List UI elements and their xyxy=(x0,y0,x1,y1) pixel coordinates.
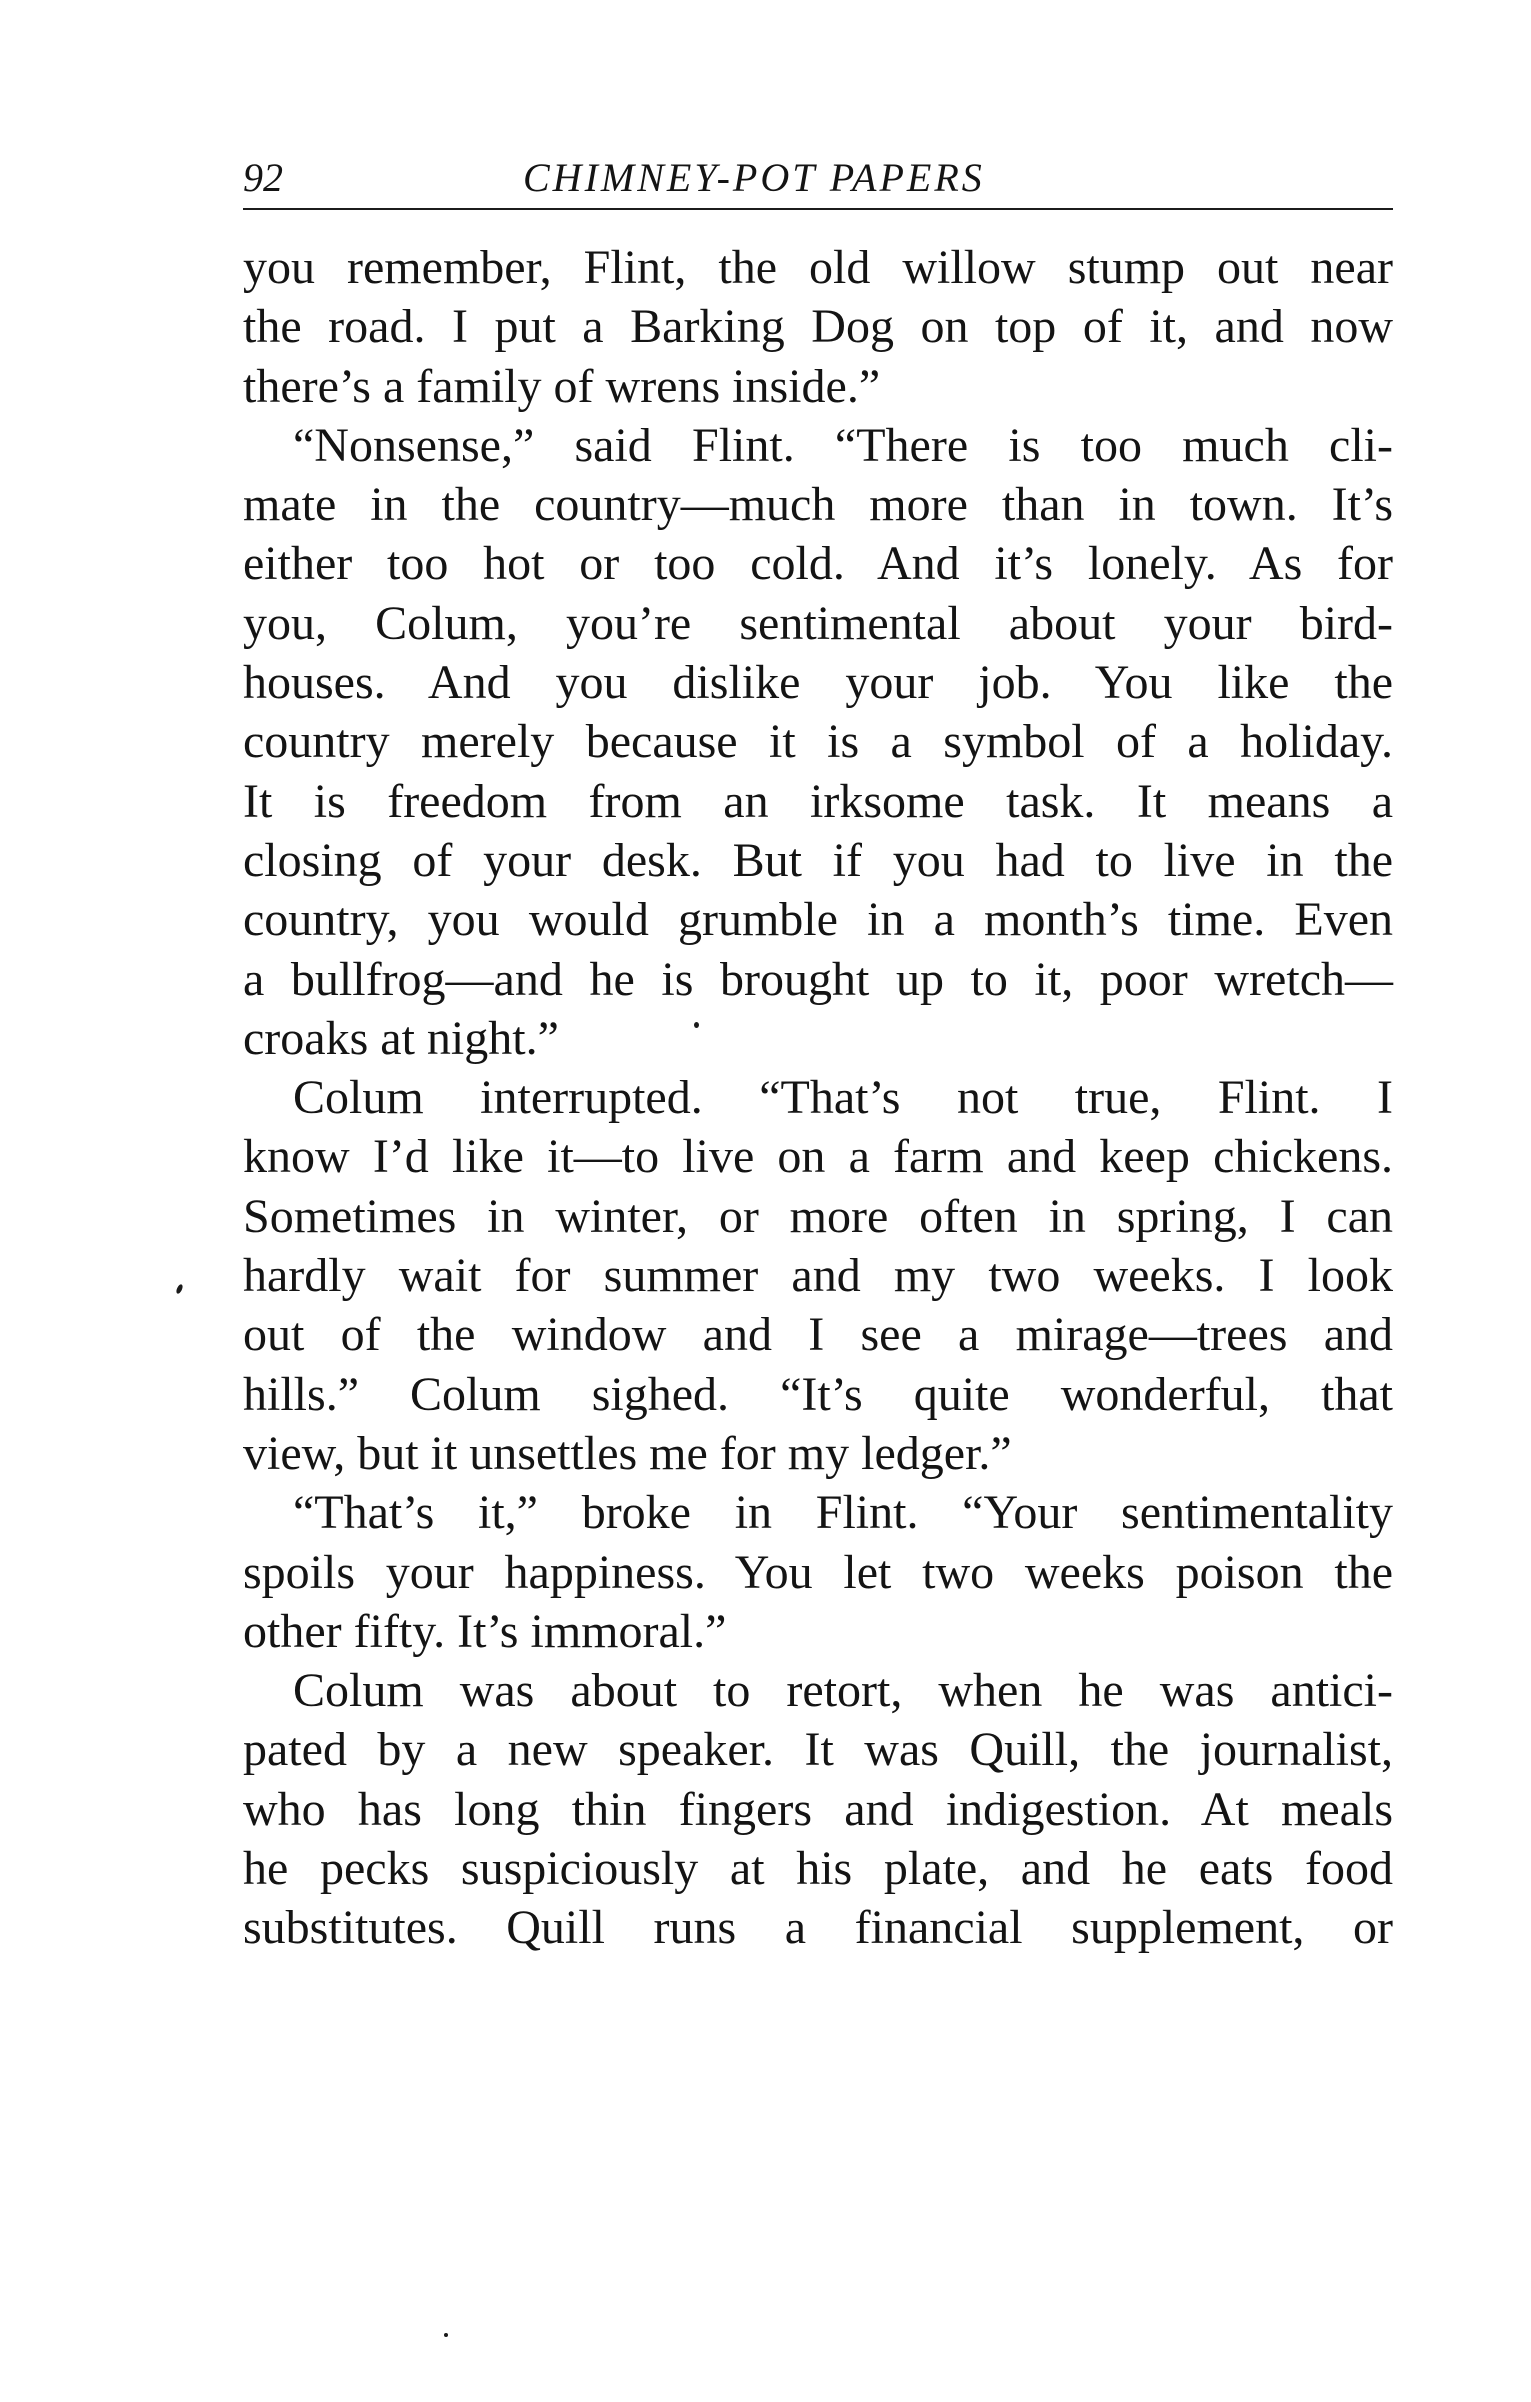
running-head: CHIMNEY-POT PAPERS xyxy=(523,155,985,200)
text-line: spoils your happiness. You let two weeks poison the xyxy=(243,1545,1393,1599)
text-line: hardly wait for summer and my two weeks. I look xyxy=(243,1249,1393,1303)
body-text xyxy=(243,238,1393,1958)
text-line: hills.” Colum sighed. “It’s quite wonderful, that xyxy=(243,1367,1393,1421)
text-line: he pecks suspiciously at his plate, and he eats food xyxy=(243,1842,1393,1896)
text-line: out of the window and I see a mirage—trees and xyxy=(243,1308,1393,1362)
text-line: you, Colum, you’re sentimental about your bird- xyxy=(243,596,1393,650)
text-line: Sometimes in winter, or more often in spring, I can xyxy=(243,1189,1393,1243)
page-header xyxy=(243,148,1393,210)
text-line: who has long thin fingers and indigestion. At meals xyxy=(243,1782,1393,1836)
ink-speck xyxy=(175,1283,184,1294)
text-line: Colum was about to retort, when he was antici- xyxy=(293,1664,1393,1718)
text-line: “That’s it,” broke in Flint. “Your sentimentality xyxy=(293,1486,1393,1540)
text-line: there’s a family of wrens inside.” xyxy=(243,359,881,413)
text-line: pated by a new speaker. It was Quill, the journalist, xyxy=(243,1723,1393,1777)
text-line: country, you would grumble in a month’s time. Even xyxy=(243,893,1393,947)
text-line: closing of your desk. But if you had to live in the xyxy=(243,833,1393,887)
text-line: the road. I put a Barking Dog on top of it, and now xyxy=(243,300,1393,354)
text-line: country merely because it is a symbol of a holiday. xyxy=(243,715,1393,769)
text-line: substitutes. Quill runs a financial supplement, or xyxy=(243,1901,1393,1955)
text-line: mate in the country—much more than in town. It’s xyxy=(243,478,1393,532)
text-line: croaks at night.” xyxy=(243,1011,559,1065)
text-line: houses. And you dislike your job. You like the xyxy=(243,656,1393,710)
text-line: a bullfrog—and he is brought up to it, poor wretch— xyxy=(243,952,1393,1006)
text-line: It is freedom from an irksome task. It means a xyxy=(243,774,1393,828)
ink-speck xyxy=(694,1022,699,1028)
text-line: “Nonsense,” said Flint. “There is too much cli- xyxy=(293,418,1393,472)
text-line: you remember, Flint, the old willow stump out near xyxy=(243,241,1393,294)
page-number: 92 xyxy=(243,155,283,200)
text-line: view, but it unsettles me for my ledger.” xyxy=(243,1426,1012,1480)
ink-speck xyxy=(444,2333,448,2337)
text-line: either too hot or too cold. And it’s lonely. As for xyxy=(243,537,1393,591)
text-line: know I’d like it—to live on a farm and keep chickens. xyxy=(243,1130,1393,1184)
text-line: other fifty. It’s immoral.” xyxy=(243,1604,727,1658)
text-line: Colum interrupted. “That’s not true, Flint. I xyxy=(293,1071,1393,1125)
